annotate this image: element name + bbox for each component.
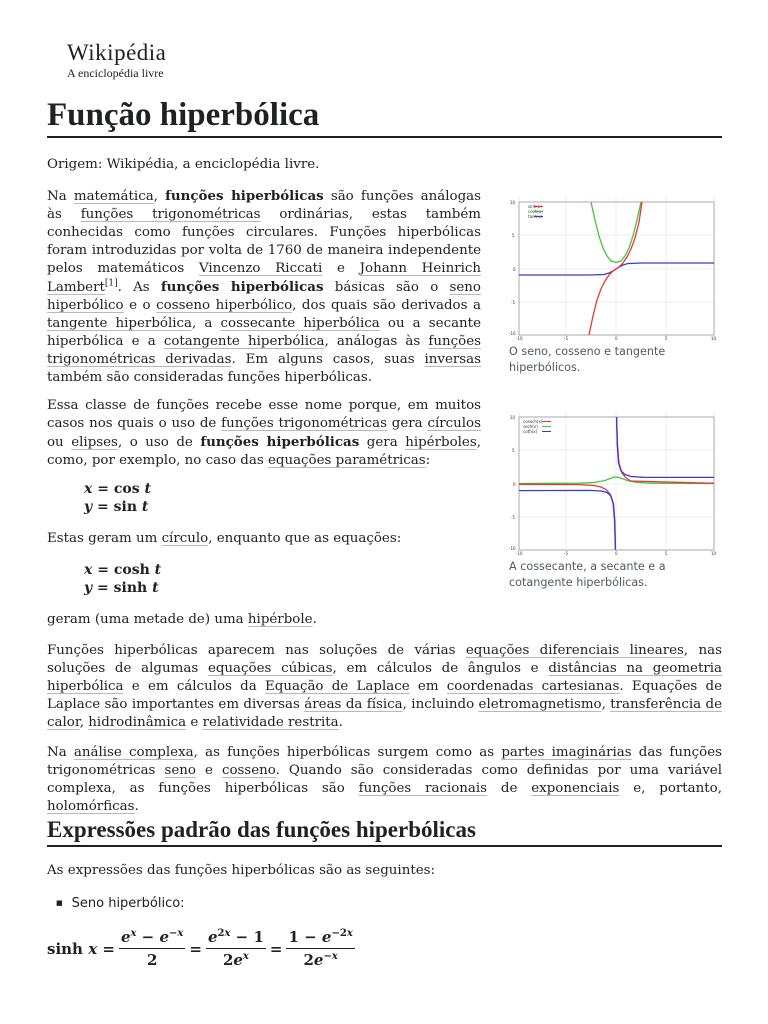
- tick-label: 10: [510, 415, 516, 420]
- link-holomorficas[interactable]: holomórficas: [47, 799, 135, 814]
- tick-label: 10: [711, 336, 717, 340]
- tick-label: -10: [509, 546, 516, 551]
- tick-label: 10: [510, 200, 516, 205]
- tick-label: -5: [564, 551, 568, 555]
- link-coordenadas-cartesianas[interactable]: coordenadas cartesianas: [446, 679, 620, 694]
- link-analise-complexa[interactable]: análise complexa: [73, 745, 194, 760]
- bullet-list: [56, 896, 185, 913]
- legend-label: coth(x): [523, 429, 538, 434]
- link-cotangente-hiperbolica[interactable]: cotangente hiperbólica: [163, 334, 325, 349]
- plot-2: [509, 411, 718, 555]
- page-title: Função hiperbólica: [47, 96, 722, 138]
- link-exponenciais[interactable]: exponenciais: [531, 781, 620, 796]
- tick-label: 0: [615, 551, 618, 555]
- link-vincenzo-riccati[interactable]: Vincenzo Riccati: [198, 261, 323, 276]
- link-cosseno[interactable]: cosseno: [221, 763, 276, 778]
- paragraph-complexa: Na análise complexa, as funções hiperbólicas surgem como as partes imaginárias das funções trigonométricas seno e cosseno. Quando são consideradas como definidas por uma variável complexa, as funções hiperbólicas são funções racionais de exponenciais e, portanto, holomórficas.: [47, 745, 722, 814]
- link-partes-imaginarias[interactable]: partes imaginárias: [501, 745, 632, 760]
- legend-label: sech(x): [523, 424, 538, 429]
- link-hiperbole[interactable]: hipérbole: [247, 612, 313, 627]
- legend-label: tanh(x): [528, 214, 543, 219]
- footnote-ref[interactable]: [1]: [104, 278, 118, 289]
- figure-caption: A cossecante, a secante e a cotangente hiperbólicas.: [509, 560, 666, 589]
- tick-label: 10: [711, 551, 717, 555]
- link-circulo[interactable]: círculo: [161, 531, 209, 546]
- link-cossecante-hiperbolica[interactable]: cossecante hiperbólica: [220, 316, 380, 331]
- paragraph-intro: Na matemática, funções hiperbólicas são funções análogas às funções trigonométricas ordinárias, estas também conhecidas como funções circulares. Funções hiperbólicas foram introduzidas por volta de 1760 de maneira independente pelos matemáticos Vincenzo Riccati e Johann Heinrich Lambert[1]. As funções hiperbólicas básicas são o seno hiperbólico e o cosseno hiperbólico, dos quais são derivados a tangente hiperbólica, a cossecante hiperbólica ou a secante hiperbólica e a cotangente hiperbólica, análogas às funções trigonométricas derivadas. Em alguns casos, suas inversas também são consideradas funções hiperbólicas.: [47, 188, 482, 385]
- tick-label: -5: [511, 515, 515, 520]
- link-seno-hiperbolico[interactable]: seno hiperbólico: [47, 280, 481, 313]
- tick-label: 0: [615, 336, 618, 340]
- wikipedia-logo[interactable]: [67, 41, 166, 80]
- tick-label: 5: [665, 336, 668, 340]
- tick-label: -10: [509, 331, 516, 336]
- origin-note: Origem: Wikipédia, a enciclopédia livre.: [47, 157, 320, 172]
- tick-label: -5: [511, 300, 515, 305]
- link-distancias[interactable]: distâncias na geometria hiperbólica: [47, 661, 723, 694]
- link-johann-lambert[interactable]: Johann Heinrich Lambert: [47, 261, 481, 295]
- link-equacoes-cubicas[interactable]: equações cúbicas: [207, 661, 333, 676]
- link-circulos[interactable]: círculos: [427, 416, 481, 431]
- link-cosseno-hiperbolico[interactable]: cosseno hiperbólico: [156, 298, 293, 313]
- link-elipses[interactable]: elipses: [71, 435, 118, 450]
- link-inversas[interactable]: inversas: [424, 352, 481, 367]
- tick-label: 5: [665, 551, 668, 555]
- site-name: Wikipédia: [67, 40, 167, 65]
- paragraph-expressoes: As expressões das funções hiperbólicas são as seguintes:: [47, 863, 436, 878]
- sinh-formula: sinh x = $\frac{e^x - e^{-x}}{2}$ = $\frac{e^{2x} - 1}{2e^x}$ = $\frac{1 - e^{-2x}}{2e^{-x}}$: [47, 928, 353, 969]
- list-item: ■ Seno hiperbólico:: [56, 896, 185, 913]
- site-tagline: A enciclopédia livre: [67, 66, 164, 80]
- section-heading: Expressões padrão das funções hiperbólicas: [47, 816, 722, 847]
- link-equacoes-parametricas[interactable]: equações paramétricas: [267, 453, 426, 468]
- tick-label: -10: [516, 551, 523, 555]
- link-hidrodinamica[interactable]: hidrodinâmica: [88, 715, 187, 730]
- link-areas-fisica[interactable]: áreas da física: [304, 697, 403, 712]
- equation-circle: x = cos t y = sin t: [84, 481, 151, 515]
- link-funcoes-racionais[interactable]: funções racionais: [358, 781, 488, 796]
- link-relatividade-restrita[interactable]: relatividade restrita: [202, 715, 339, 730]
- paragraph-hiperbole: geram (uma metade de) uma hipérbole.: [47, 612, 317, 627]
- link-equacao-laplace[interactable]: Equação de Laplace: [265, 679, 410, 694]
- link-hiperboles[interactable]: hipérboles: [405, 435, 477, 450]
- paragraph-circulo: Estas geram um círculo, enquanto que as equações:: [47, 531, 402, 546]
- link-matematica[interactable]: matemática: [73, 189, 154, 204]
- tick-label: -5: [564, 336, 568, 340]
- paragraph-classe: Essa classe de funções recebe esse nome porque, em muitos casos nos quais o uso de funções trigonométricas gera círculos ou elipses, o uso de funções hiperbólicas gera hipérboles, como, por exemplo, no caso das equações paramétricas:: [47, 398, 481, 468]
- legend-label: cosh(x): [528, 209, 543, 214]
- tick-label: 5: [512, 448, 515, 453]
- paragraph-aplicacoes: Funções hiperbólicas aparecem nas soluções de várias equações diferenciais lineares, nas soluções de algumas equações cúbicas, em cálculos de ângulos e distâncias na geometria hiperbólica e em cálculos da Equação de Laplace em coordenadas cartesianas. Equações de Laplace são importantes em diversas áreas da física, incluindo eletromagnetismo, transferência de calor, hidrodinâmica e relatividade restrita.: [47, 643, 723, 730]
- link-funcoes-trigonometricas-2[interactable]: funções trigonométricas: [221, 416, 387, 431]
- legend-label: sinh(x): [528, 204, 542, 209]
- tick-label: -10: [516, 336, 523, 340]
- figure-cosech-sech-coth[interactable]: [509, 411, 718, 591]
- tick-label: 0: [513, 267, 516, 272]
- link-funcoes-trig-derivadas[interactable]: funções trigonométricas derivadas: [47, 334, 481, 367]
- link-transferencia-calor[interactable]: transferência de calor: [47, 697, 723, 730]
- link-tangente-hiperbolica[interactable]: tangente hiperbólica: [47, 316, 193, 331]
- plot-1: [509, 196, 718, 340]
- link-eletromagnetismo[interactable]: eletromagnetismo: [478, 697, 602, 712]
- legend-label: cosech(x): [523, 419, 543, 424]
- link-seno[interactable]: seno: [164, 763, 196, 778]
- tick-label: 5: [512, 233, 515, 238]
- link-equacoes-diferenciais[interactable]: equações diferenciais lineares: [465, 643, 684, 658]
- link-funcoes-trigonometricas[interactable]: funções trigonométricas: [80, 207, 261, 222]
- figure-sinh-cosh-tanh[interactable]: [509, 196, 718, 376]
- tick-label: 0: [513, 482, 516, 487]
- figure-caption: O seno, cosseno e tangente hiperbólicos.: [509, 345, 666, 374]
- equation-hyperbola: x = cosh t y = sinh t: [84, 562, 162, 596]
